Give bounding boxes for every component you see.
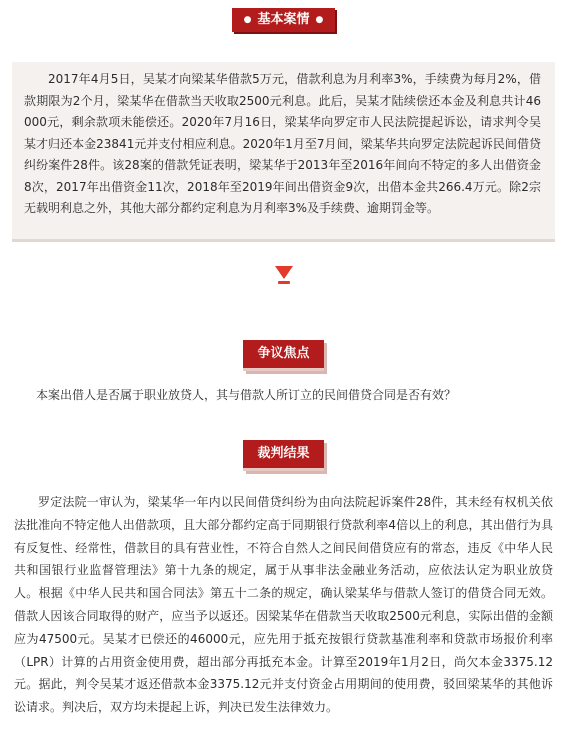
bullet-dot-icon: ●	[315, 14, 324, 25]
dispute-focus-header	[0, 340, 567, 371]
basic-facts-body: 2017年4月5日，吴某才向梁某华借款5万元，借款利息为月利率3%，手续费为每月2%，借款期限为2个月，梁某华在借款当天收取2500元利息。此后，吴某才陆续偿还本金及利息共计46000元，剩余款项未能偿还。2020年7月16日，梁某华向罗定市人民法院提起诉讼，请求判令吴某才归还本金23841元并支付相应利息。2020年1月至7月间，梁某华共向罗定法院起诉民间借贷纠纷案件28件。该28案的借款凭证表明，梁某华于2013年至2016年间向不特定的多人出借资金8次，2017年出借资金11次，2018年至2019年间出借资金9次，出借本金共266.4万元。除2宗无载明利息之外，其他大部分都约定利息为月利率3%及手续费、逾期罚金等。	[12, 62, 555, 242]
bullet-dot-icon: ●	[243, 14, 252, 25]
basic-facts-badge	[232, 8, 336, 32]
down-arrow-bar-icon	[278, 281, 290, 284]
basic-facts-title: 基本案情	[257, 12, 310, 27]
dispute-focus-title: 争议焦点	[243, 340, 323, 371]
judgment-result-title: 裁判结果	[243, 440, 323, 471]
basic-facts-header	[0, 8, 567, 32]
dispute-focus-body: 本案出借人是否属于职业放贷人，其与借款人所订立的民间借贷合同是否有效？	[36, 388, 457, 402]
down-arrow-icon	[275, 266, 293, 279]
judgment-result-header	[0, 440, 567, 471]
judgment-result-body: 罗定法院一审认为，梁某华一年内以民间借贷纠纷为由向法院起诉案件28件，其未经有权机关依法批准向不特定他人出借款项，且大部分都约定高于同期银行贷款利率4倍以上的利息，其出借行为具有反复性、经常性，借款目的具有营业性，不符合自然人之间民间借贷应有的常态，违反《中华人民共和国银行业监督管理法》第十九条的规定，属于从事非法金融业务活动，应依法认定为职业放贷人。根据《中华人民共和国合同法》第五十二条的规定，确认梁某华与借款人签订的借贷合同无效。借款人因该合同取得的财产，应当予以返还。因梁某华在借款当天收取2500元利息，实际出借的金额应为47500元。吴某才已偿还的46000元，应先用于抵充按银行贷款基准利率和贷款市场报价利率（LPR）计算的占用资金使用费，超出部分再抵充本金。计算至2019年1月2日，尚欠本金3375.12元。据此，判令吴某才返还借款本金3375.12元并支付资金占用期间的使用费，驳回梁某华的其他诉讼请求。判决后，双方均未提起上诉，判决已发生法律效力。	[14, 495, 553, 715]
